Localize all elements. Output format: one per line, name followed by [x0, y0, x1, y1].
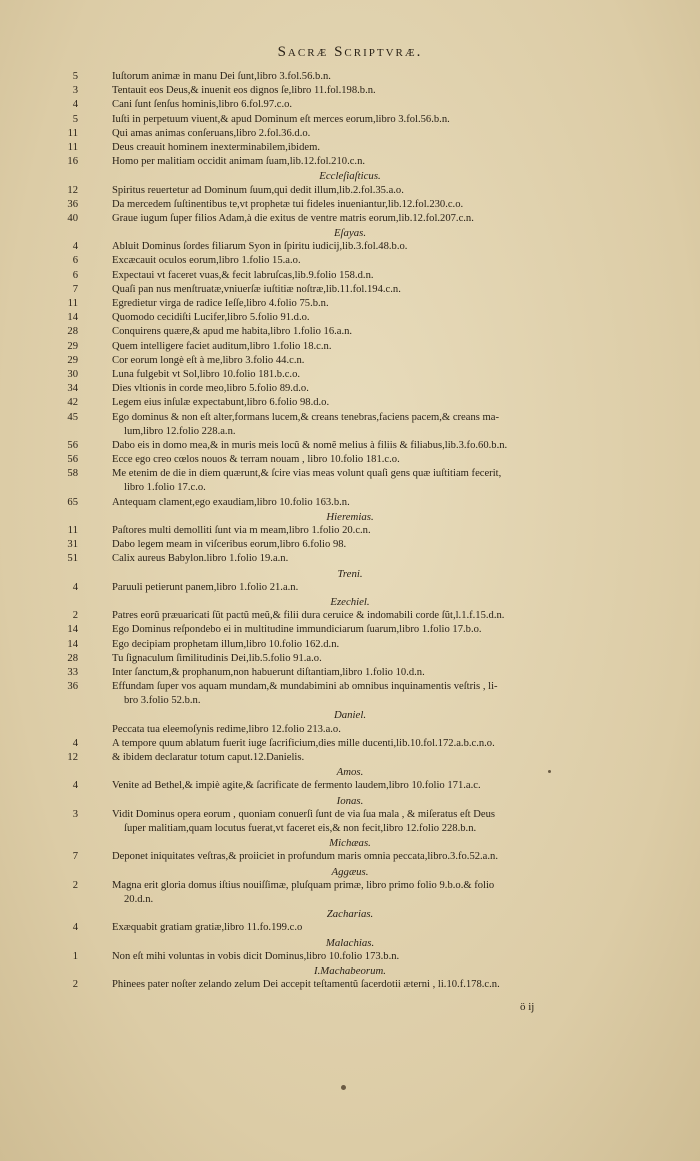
book-heading — [0, 226, 700, 240]
verse-entry — [0, 751, 700, 765]
verse-text — [112, 141, 598, 155]
verse-entry — [0, 411, 700, 439]
verse-text — [112, 354, 598, 368]
book-heading-label: Zacharias. — [326, 908, 374, 921]
verse-entry — [0, 850, 700, 864]
chapter-number: 6 — [72, 269, 78, 281]
chapter-number: 31 — [67, 539, 78, 551]
verse-text-line: Quomodo cecidiſti Lucifer,libro 5.folio 91.d.o. — [112, 312, 310, 324]
chapter-number: 4 — [72, 780, 78, 792]
book-heading — [0, 794, 700, 808]
verse-text — [112, 269, 598, 283]
verse-entry — [0, 453, 700, 467]
verse-text — [112, 240, 598, 254]
book-heading-label: Amos. — [336, 766, 364, 779]
chapter-number: 16 — [67, 156, 78, 168]
verse-entry — [0, 496, 700, 510]
verse-entry — [0, 879, 700, 907]
verse-text-line: Deus creauit hominem inexterminabilem,ibidem. — [112, 141, 320, 153]
chapter-number: 45 — [67, 411, 78, 423]
verse-text-continuation: libro 1.folio 17.c.o. — [124, 482, 206, 494]
chapter-number: 7 — [72, 283, 78, 295]
verse-entry — [0, 155, 700, 169]
verse-text-line: Ego decipiam prophetam illum,libro 10.folio 162.d.n. — [112, 638, 340, 650]
verse-entry — [0, 127, 700, 141]
chapter-number: 36 — [67, 198, 78, 210]
verse-text — [112, 84, 598, 98]
verse-text-line: Iuſti in perpetuum viuent,& apud Dominum eſt merces eorum,libro 3.fol.56.b.n. — [112, 113, 450, 125]
verse-text-line: Excæcauit oculos eorum,libro 1.folio 15.a.o. — [112, 255, 301, 267]
verse-text — [112, 311, 598, 325]
signature-mark: ö ij — [520, 1001, 535, 1013]
verse-text — [112, 538, 598, 552]
verse-text-line: Deponet iniquitates veſtras,& proiiciet in profundum maris omnia peccata,libro.3.fo.52.a.n. — [112, 851, 498, 863]
chapter-number: 28 — [67, 652, 78, 664]
verse-text-line: Spiritus reuertetur ad Dominum ſuum,qui dedit illum,lib.2.fol.35.a.o. — [112, 184, 404, 196]
verse-entry — [0, 779, 700, 793]
chapter-number: 2 — [72, 979, 78, 991]
verse-entry — [0, 254, 700, 268]
book-heading — [0, 765, 700, 779]
entry-list — [0, 70, 700, 992]
verse-text — [112, 467, 598, 495]
chapter-number: 34 — [67, 383, 78, 395]
verse-text-line: Graue iugum ſuper filios Adam,à die exitus de ventre matris eorum,lib.12.fol.207.c.n. — [112, 212, 474, 224]
book-heading — [0, 708, 700, 722]
verse-text — [112, 552, 598, 566]
verse-entry — [0, 141, 700, 155]
chapter-number: 11 — [67, 141, 78, 153]
verse-text — [112, 212, 598, 226]
verse-text-line: Luna fulgebit vt Sol,libro 10.folio 181.b.c.o. — [112, 368, 301, 380]
verse-text-line: Qui amas animas conſeruans,libro 2.fol.36.d.o. — [112, 127, 311, 139]
book-heading-label: Aggæus. — [331, 865, 369, 878]
verse-text-line: Patres eorũ præuaricati ſũt pactũ meũ,& filii dura ceruice & indomabili corde ſũt,l.1.f.15.d.n. — [112, 610, 505, 622]
book-heading-label: Daniel. — [333, 709, 367, 722]
chapter-number: 1 — [72, 950, 78, 962]
verse-text — [112, 98, 598, 112]
verse-entry — [0, 297, 700, 311]
verse-text-line: Tentauit eos Deus,& inuenit eos dignos ſe,libro 11.fol.198.b.n. — [112, 85, 376, 97]
chapter-number: 4 — [72, 241, 78, 253]
chapter-number: 56 — [67, 439, 78, 451]
book-heading-label: Ezechiel. — [330, 595, 370, 608]
verse-text — [112, 382, 598, 396]
verse-text — [112, 198, 598, 212]
verse-entry — [0, 552, 700, 566]
verse-text — [112, 411, 598, 439]
chapter-number: 4 — [72, 737, 78, 749]
verse-text-line: Calix aureus Babylon.libro 1.folio 19.a.n. — [112, 553, 289, 565]
verse-text — [112, 921, 598, 935]
verse-text-line: Cor eorum longè eſt à me,libro 3.folio 44.c.n. — [112, 354, 305, 366]
verse-entry — [0, 340, 700, 354]
verse-text — [112, 581, 598, 595]
ink-speck — [548, 770, 551, 773]
verse-text — [112, 666, 598, 680]
chapter-number: 28 — [67, 326, 78, 338]
verse-entry — [0, 680, 700, 708]
chapter-number: 4 — [72, 922, 78, 934]
verse-entry — [0, 978, 700, 992]
verse-entry — [0, 98, 700, 112]
verse-entry — [0, 354, 700, 368]
verse-text — [112, 113, 598, 127]
book-heading-label: Eſayas. — [333, 227, 367, 240]
verse-text-line: Paruuli petierunt panem,libro 1.folio 21.a.n. — [112, 581, 299, 593]
chapter-number: 4 — [72, 99, 78, 111]
verse-text-line: Quaſi pan nus menſtruatæ,vniuerſæ iuſtitiæ noſtræ,lib.11.fol.194.c.n. — [112, 283, 401, 295]
chapter-number: 33 — [67, 666, 78, 678]
verse-text-line: Vidit Dominus opera eorum , quoniam conuerſi ſunt de via ſua mala , & miſeratus eſt Deus — [112, 808, 496, 820]
chapter-number: 3 — [72, 85, 78, 97]
verse-text — [112, 950, 598, 964]
chapter-number: 51 — [67, 553, 78, 565]
verse-text-line: Dabo legem meam in viſceribus eorum,libro 6.folio 98. — [112, 539, 347, 551]
verse-entry — [0, 240, 700, 254]
book-heading-label: Ionas. — [336, 794, 364, 807]
verse-text — [112, 254, 598, 268]
chapter-number: 4 — [72, 581, 78, 593]
verse-entry — [0, 737, 700, 751]
verse-text — [112, 779, 598, 793]
verse-text — [112, 453, 598, 467]
verse-entry — [0, 269, 700, 283]
verse-text — [112, 340, 598, 354]
chapter-number: 6 — [72, 255, 78, 267]
book-heading-label: Hieremias. — [326, 510, 374, 523]
book-heading — [0, 865, 700, 879]
verse-text-line: Tu ſignaculum ſimilitudinis Dei,lib.5.folio 91.a.o. — [112, 652, 322, 664]
verse-text — [112, 680, 598, 708]
verse-text-line: Phinees pater noſter zelando zelum Dei accepit teſtamentũ ſacerdotii æterni , li.10.f.178.c.n. — [112, 979, 500, 991]
verse-text-line: Dabo eis in domo mea,& in muris meis locũ & nomẽ melius à filiis & filiabus,lib.3.fo.60.b.n. — [112, 439, 508, 451]
verse-text — [112, 297, 598, 311]
verse-text — [112, 496, 598, 510]
verse-text-line: Legem eius inſulæ expectabunt,libro 6.folio 98.d.o. — [112, 397, 330, 409]
verse-text-continuation: ſuper malitiam,quam locutus fuerat,vt faceret eis,& non fecit,libro 12.folio 228.b.n. — [124, 823, 477, 834]
verse-text — [112, 439, 598, 453]
chapter-number: 36 — [67, 681, 78, 693]
chapter-number: 56 — [67, 454, 78, 466]
verse-entry — [0, 921, 700, 935]
verse-text-line: Non eſt mihi voluntas in vobis dicit Dominus,libro 10.folio 173.b.n. — [112, 950, 400, 962]
verse-text-line: Da mercedem ſuſtinentibus te,vt prophetæ tui fideles inueniantur,lib.12.fol.230.c.o. — [112, 198, 464, 210]
verse-entry — [0, 325, 700, 339]
book-heading — [0, 964, 700, 978]
verse-text-line: Antequam clament,ego exaudiam,libro 10.folio 163.b.n. — [112, 496, 350, 508]
chapter-number: 7 — [72, 851, 78, 863]
verse-text — [112, 184, 598, 198]
verse-text — [112, 808, 598, 836]
verse-text-line: Ego dominus & non eſt alter,formans lucem,& creans tenebras,faciens pacem,& creans ma- — [112, 411, 499, 423]
verse-text-line: Expectaui vt faceret vuas,& fecit labruſcas,lib.9.folio 158.d.n. — [112, 269, 374, 281]
verse-text — [112, 325, 598, 339]
verse-entry — [0, 524, 700, 538]
chapter-number: 14 — [67, 624, 78, 636]
book-heading-label: Eccleſiaſticus. — [319, 170, 381, 183]
verse-text-continuation: bro 3.folio 52.b.n. — [124, 695, 201, 707]
verse-text-line: Quem intelligere faciet auditum,libro 1.folio 18.c.n. — [112, 340, 332, 352]
verse-text-line: Venite ad Bethel,& impiè agite,& ſacrificate de fermento laudem,libro 10.folio 171.a.c. — [112, 780, 481, 792]
verse-text — [112, 638, 598, 652]
verse-entry — [0, 70, 700, 84]
book-heading — [0, 907, 700, 921]
verse-text — [112, 978, 598, 992]
verse-entry — [0, 382, 700, 396]
book-heading — [0, 510, 700, 524]
verse-text-line: Me etenim de die in diem quærunt,& ſcire vias meas volunt quaſi gens quæ iuſtitiam fecerit, — [112, 468, 502, 480]
chapter-number: 30 — [67, 368, 78, 380]
chapter-number: 5 — [72, 71, 78, 82]
running-head: Sacræ Scriptvræ. — [277, 44, 423, 60]
verse-text-line: Peccata tua eleemoſynis redime,libro 12.folio 213.a.o. — [112, 723, 341, 735]
verse-text — [112, 723, 598, 737]
chapter-number: 29 — [67, 340, 78, 352]
verse-entry — [0, 283, 700, 297]
book-heading-label: Malachias. — [325, 936, 375, 949]
book-heading-label: Michæas. — [329, 837, 371, 850]
verse-entry — [0, 198, 700, 212]
verse-entry — [0, 538, 700, 552]
chapter-number: 2 — [72, 879, 78, 891]
chapter-number: 29 — [67, 354, 78, 366]
book-heading — [0, 169, 700, 183]
book-heading-label: I.Machabeorum. — [314, 964, 386, 977]
book-heading — [0, 567, 700, 581]
verse-entry — [0, 439, 700, 453]
chapter-number: 2 — [72, 610, 78, 622]
verse-text — [112, 283, 598, 297]
verse-text — [112, 396, 598, 410]
verse-text — [112, 652, 598, 666]
verse-text-line: Abluit Dominus ſordes filiarum Syon in ſpiritu iudicij,lib.3.fol.48.b.o. — [112, 241, 408, 253]
verse-text — [112, 623, 598, 637]
verse-text — [112, 524, 598, 538]
verse-text — [112, 70, 598, 84]
verse-entry — [0, 652, 700, 666]
verse-entry — [0, 581, 700, 595]
chapter-number: 12 — [67, 184, 78, 196]
verse-entry — [0, 808, 700, 836]
chapter-number: 12 — [67, 752, 78, 764]
verse-text-line: Homo per malitiam occidit animam ſuam,lib.12.fol.210.c.n. — [112, 156, 366, 168]
verse-text — [112, 127, 598, 141]
verse-text-line: Magna erit gloria domus iſtius nouiſſimæ, pluſquam primæ, libro primo folio 9.b.o.& folio — [112, 879, 495, 891]
verse-text — [112, 155, 598, 169]
chapter-number: 14 — [67, 312, 78, 324]
verse-text-line: & ibidem declaratur totum caput.12.Danielis. — [112, 752, 305, 764]
chapter-number: 42 — [67, 397, 78, 409]
chapter-number: 11 — [67, 127, 78, 139]
verse-entry — [0, 311, 700, 325]
book-heading — [0, 836, 700, 850]
verse-entry — [0, 623, 700, 637]
verse-text-line: Effundam ſuper vos aquam mundam,& mundabimini ab omnibus inquinamentis veſtris , li- — [112, 681, 498, 693]
book-heading — [0, 595, 700, 609]
chapter-number: 11 — [67, 525, 78, 537]
verse-entry — [0, 723, 700, 737]
verse-text-line: Dies vltionis in corde meo,libro 5.folio 89.d.o. — [112, 383, 309, 395]
verse-text — [112, 609, 598, 623]
verse-entry — [0, 368, 700, 382]
ink-blot — [341, 1085, 346, 1090]
verse-text — [112, 751, 598, 765]
verse-entry — [0, 84, 700, 98]
chapter-number: 5 — [72, 113, 78, 125]
chapter-number: 65 — [67, 496, 78, 508]
chapter-number: 40 — [67, 212, 78, 224]
verse-text-line: Iuſtorum animæ in manu Dei ſunt,libro 3.fol.56.b.n. — [112, 71, 331, 82]
verse-text-line: A tempore quum ablatum fuerit iuge ſacrificium,dies mille ducenti,lib.10.fol.172.a.b.c.n.o. — [112, 737, 495, 749]
verse-text-line: Inter ſanctum,& prophanum,non habuerunt diſtantiam,libro 1.folio 10.d.n. — [112, 666, 425, 678]
verse-text — [112, 879, 598, 907]
chapter-number: 14 — [67, 638, 78, 650]
verse-text — [112, 368, 598, 382]
verse-text-line: Ego Dominus reſpondebo ei in multitudine immundiciarum ſuarum,libro 1.folio 17.b.o. — [112, 624, 482, 636]
verse-entry — [0, 950, 700, 964]
verse-text-line: Egredietur virga de radice Ieſſe,libro 4.folio 75.b.n. — [112, 298, 329, 309]
verse-entry — [0, 638, 700, 652]
verse-entry — [0, 113, 700, 127]
book-heading — [0, 936, 700, 950]
verse-entry — [0, 467, 700, 495]
verse-text-continuation: 20.d.n. — [124, 893, 154, 905]
verse-text — [112, 737, 598, 751]
verse-text — [112, 850, 598, 864]
verse-text-line: Ecce ego creo cœlos nouos & terram nouam , libro 10.folio 181.c.o. — [112, 454, 400, 466]
verse-text-continuation: lum,libro 12.folio 228.a.n. — [124, 425, 236, 437]
verse-entry — [0, 184, 700, 198]
verse-entry — [0, 396, 700, 410]
verse-entry — [0, 666, 700, 680]
verse-text-line: Cani ſunt ſenſus hominis,libro 6.fol.97.c.o. — [112, 99, 293, 111]
book-heading-label: Treni. — [337, 567, 363, 580]
chapter-number: 58 — [67, 468, 78, 480]
verse-text-line: Conquirens quære,& apud me habita,libro 1.folio 16.a.n. — [112, 326, 353, 338]
verse-entry — [0, 212, 700, 226]
verse-entry — [0, 609, 700, 623]
chapter-number: 11 — [67, 298, 78, 309]
verse-text-line: Exæquabit gratiam gratiæ,libro 11.fo.199.c.o — [112, 922, 303, 934]
chapter-number: 3 — [72, 808, 78, 820]
verse-text-line: Paſtores multi demolliti ſunt via m meam,libro 1.folio 20.c.n. — [112, 525, 371, 537]
